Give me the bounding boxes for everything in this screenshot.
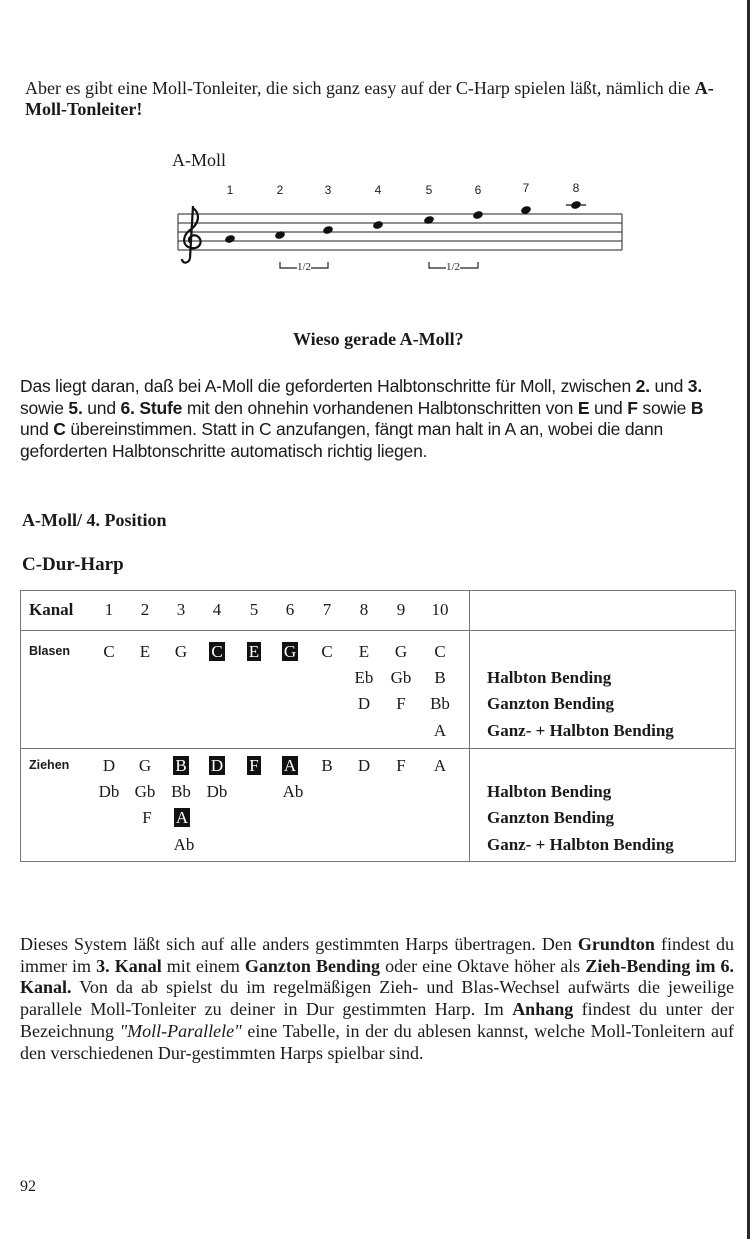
blow-whole-10: Bb — [430, 694, 450, 713]
kanal-label: Kanal — [29, 600, 74, 619]
blasen-label: Blasen — [29, 644, 70, 658]
draw-note-1: D — [102, 756, 116, 775]
blow-whole-9: F — [396, 694, 406, 713]
draw-note-7: B — [321, 756, 333, 775]
draw-note-8: D — [357, 756, 371, 775]
draw-bend-halbton: Halbton Bending — [487, 782, 612, 801]
draw-note-9: F — [396, 756, 406, 775]
channel-6: 6 — [285, 600, 295, 619]
draw-note-4: D — [210, 756, 224, 775]
draw-half-4: Db — [206, 782, 228, 801]
blow-bend-ganz-halb: Ganz- + Halbton Bending — [487, 721, 674, 740]
outro-paragraph: Dieses System läßt sich auf alle anders gestimmten Harps übertragen. Den Grundton findest du immer im 3. Kanal mit einem Ganzton Bending oder eine Oktave höher als Zieh-Bending im 6. Kanal. Von da ab spielst du im regelmäßigen Zieh- und Blas-Wechsel aufwärts die jeweilige parallele Moll-Tonleiter zu deiner in Dur gestimmten Harp. Im Anhang findest du unter der Bezeichnung "Moll-Parallele" eine Tabelle, in der du ablesen kannst, welche Moll-Tonleitern auf den verschiedenen Dur-gestimmten Harps spielbar sind. — [20, 934, 735, 1063]
explanation-paragraph: Das liegt daran, daß bei A-Moll die geforderten Halbtonschritte für Moll, zwischen 2. und 3. sowie 5. und 6. Stufe mit den ohnehin vorhandenen Halbtonschritten von E und F sowie B und C übereinstimmen. Statt in C anzufangen, fängt man halt in A an, wobei die dann geforderten Halbtonschritte automatisch richtig liegen. — [20, 376, 704, 461]
blow-note-2: E — [139, 642, 151, 661]
step-number-1: 1 — [226, 183, 234, 197]
blow-note-1: C — [103, 642, 115, 661]
step-number-4: 4 — [374, 183, 382, 197]
draw-whole-3: A — [175, 808, 189, 827]
draw-note-10: A — [433, 756, 447, 775]
draw-half-3: Bb — [171, 782, 191, 801]
ziehen-label: Ziehen — [29, 758, 70, 772]
section-question: Wieso gerade A-Moll? — [293, 329, 464, 349]
note-4 — [372, 220, 384, 230]
blow-bend-ganzton: Ganzton Bending — [487, 694, 615, 713]
position-heading: A-Moll/ 4. Position — [22, 510, 167, 530]
blow-note-9: G — [394, 642, 408, 661]
blow-half-10: B — [434, 668, 446, 687]
note-5 — [423, 215, 435, 225]
blow-half-9: Gb — [390, 668, 412, 687]
draw-bend-ganzton: Ganzton Bending — [487, 808, 615, 827]
step-number-5: 5 — [425, 183, 433, 197]
draw-whole-2: F — [142, 808, 152, 827]
draw-note-3: B — [175, 756, 187, 775]
channel-5: 5 — [249, 600, 259, 619]
blow-half-8: Eb — [354, 668, 374, 687]
step-numbers — [227, 181, 580, 197]
channel-9: 9 — [396, 600, 406, 619]
note-1 — [224, 234, 236, 244]
blow-note-8: E — [358, 642, 370, 661]
step-number-7: 7 — [522, 181, 530, 195]
step-number-3: 3 — [324, 183, 332, 197]
draw-half-6: Ab — [282, 782, 304, 801]
draw-note-6: A — [283, 756, 297, 775]
draw-half-1: Db — [98, 782, 120, 801]
blow-note-6: G — [283, 642, 297, 661]
staff-title: A-Moll — [172, 150, 226, 170]
bending-table — [20, 590, 736, 862]
step-number-8: 8 — [572, 181, 580, 195]
blow-note-5: E — [248, 642, 260, 661]
step-number-2: 2 — [276, 183, 284, 197]
draw-wholehalf-3: Ab — [173, 835, 195, 854]
note-6 — [472, 210, 484, 220]
blow-bend-halbton: Halbton Bending — [487, 668, 612, 687]
blow-whole-8: D — [357, 694, 371, 713]
channel-10: 10 — [431, 600, 449, 619]
intro-paragraph: Aber es gibt eine Moll-Tonleiter, die sich ganz easy auf der C-Harp spielen läßt, nämlich die A-Moll-Tonleiter! — [25, 78, 714, 119]
channel-8: 8 — [359, 600, 369, 619]
draw-note-2: G — [138, 756, 152, 775]
harp-heading: C-Dur-Harp — [22, 554, 124, 575]
channel-7: 7 — [322, 600, 332, 619]
note-3 — [322, 225, 334, 235]
note-2 — [274, 230, 286, 240]
draw-note-5: F — [249, 756, 259, 775]
blow-note-3: G — [174, 642, 188, 661]
draw-half-2: Gb — [134, 782, 156, 801]
halftone-label-1: 1/2 — [296, 261, 312, 273]
blow-wholehalf-10: A — [433, 721, 447, 740]
halftone-label-2: 1/2 — [445, 261, 461, 273]
channel-1: 1 — [104, 600, 114, 619]
blow-note-7: C — [321, 642, 333, 661]
channel-2: 2 — [140, 600, 150, 619]
blow-note-10: C — [434, 642, 446, 661]
step-number-6: 6 — [474, 183, 482, 197]
channel-3: 3 — [176, 600, 186, 619]
page-number: 92 — [20, 1178, 36, 1195]
music-staff — [160, 178, 640, 288]
channel-4: 4 — [212, 600, 222, 619]
blow-note-4: C — [211, 642, 223, 661]
draw-bend-ganz-halb: Ganz- + Halbton Bending — [487, 835, 674, 854]
